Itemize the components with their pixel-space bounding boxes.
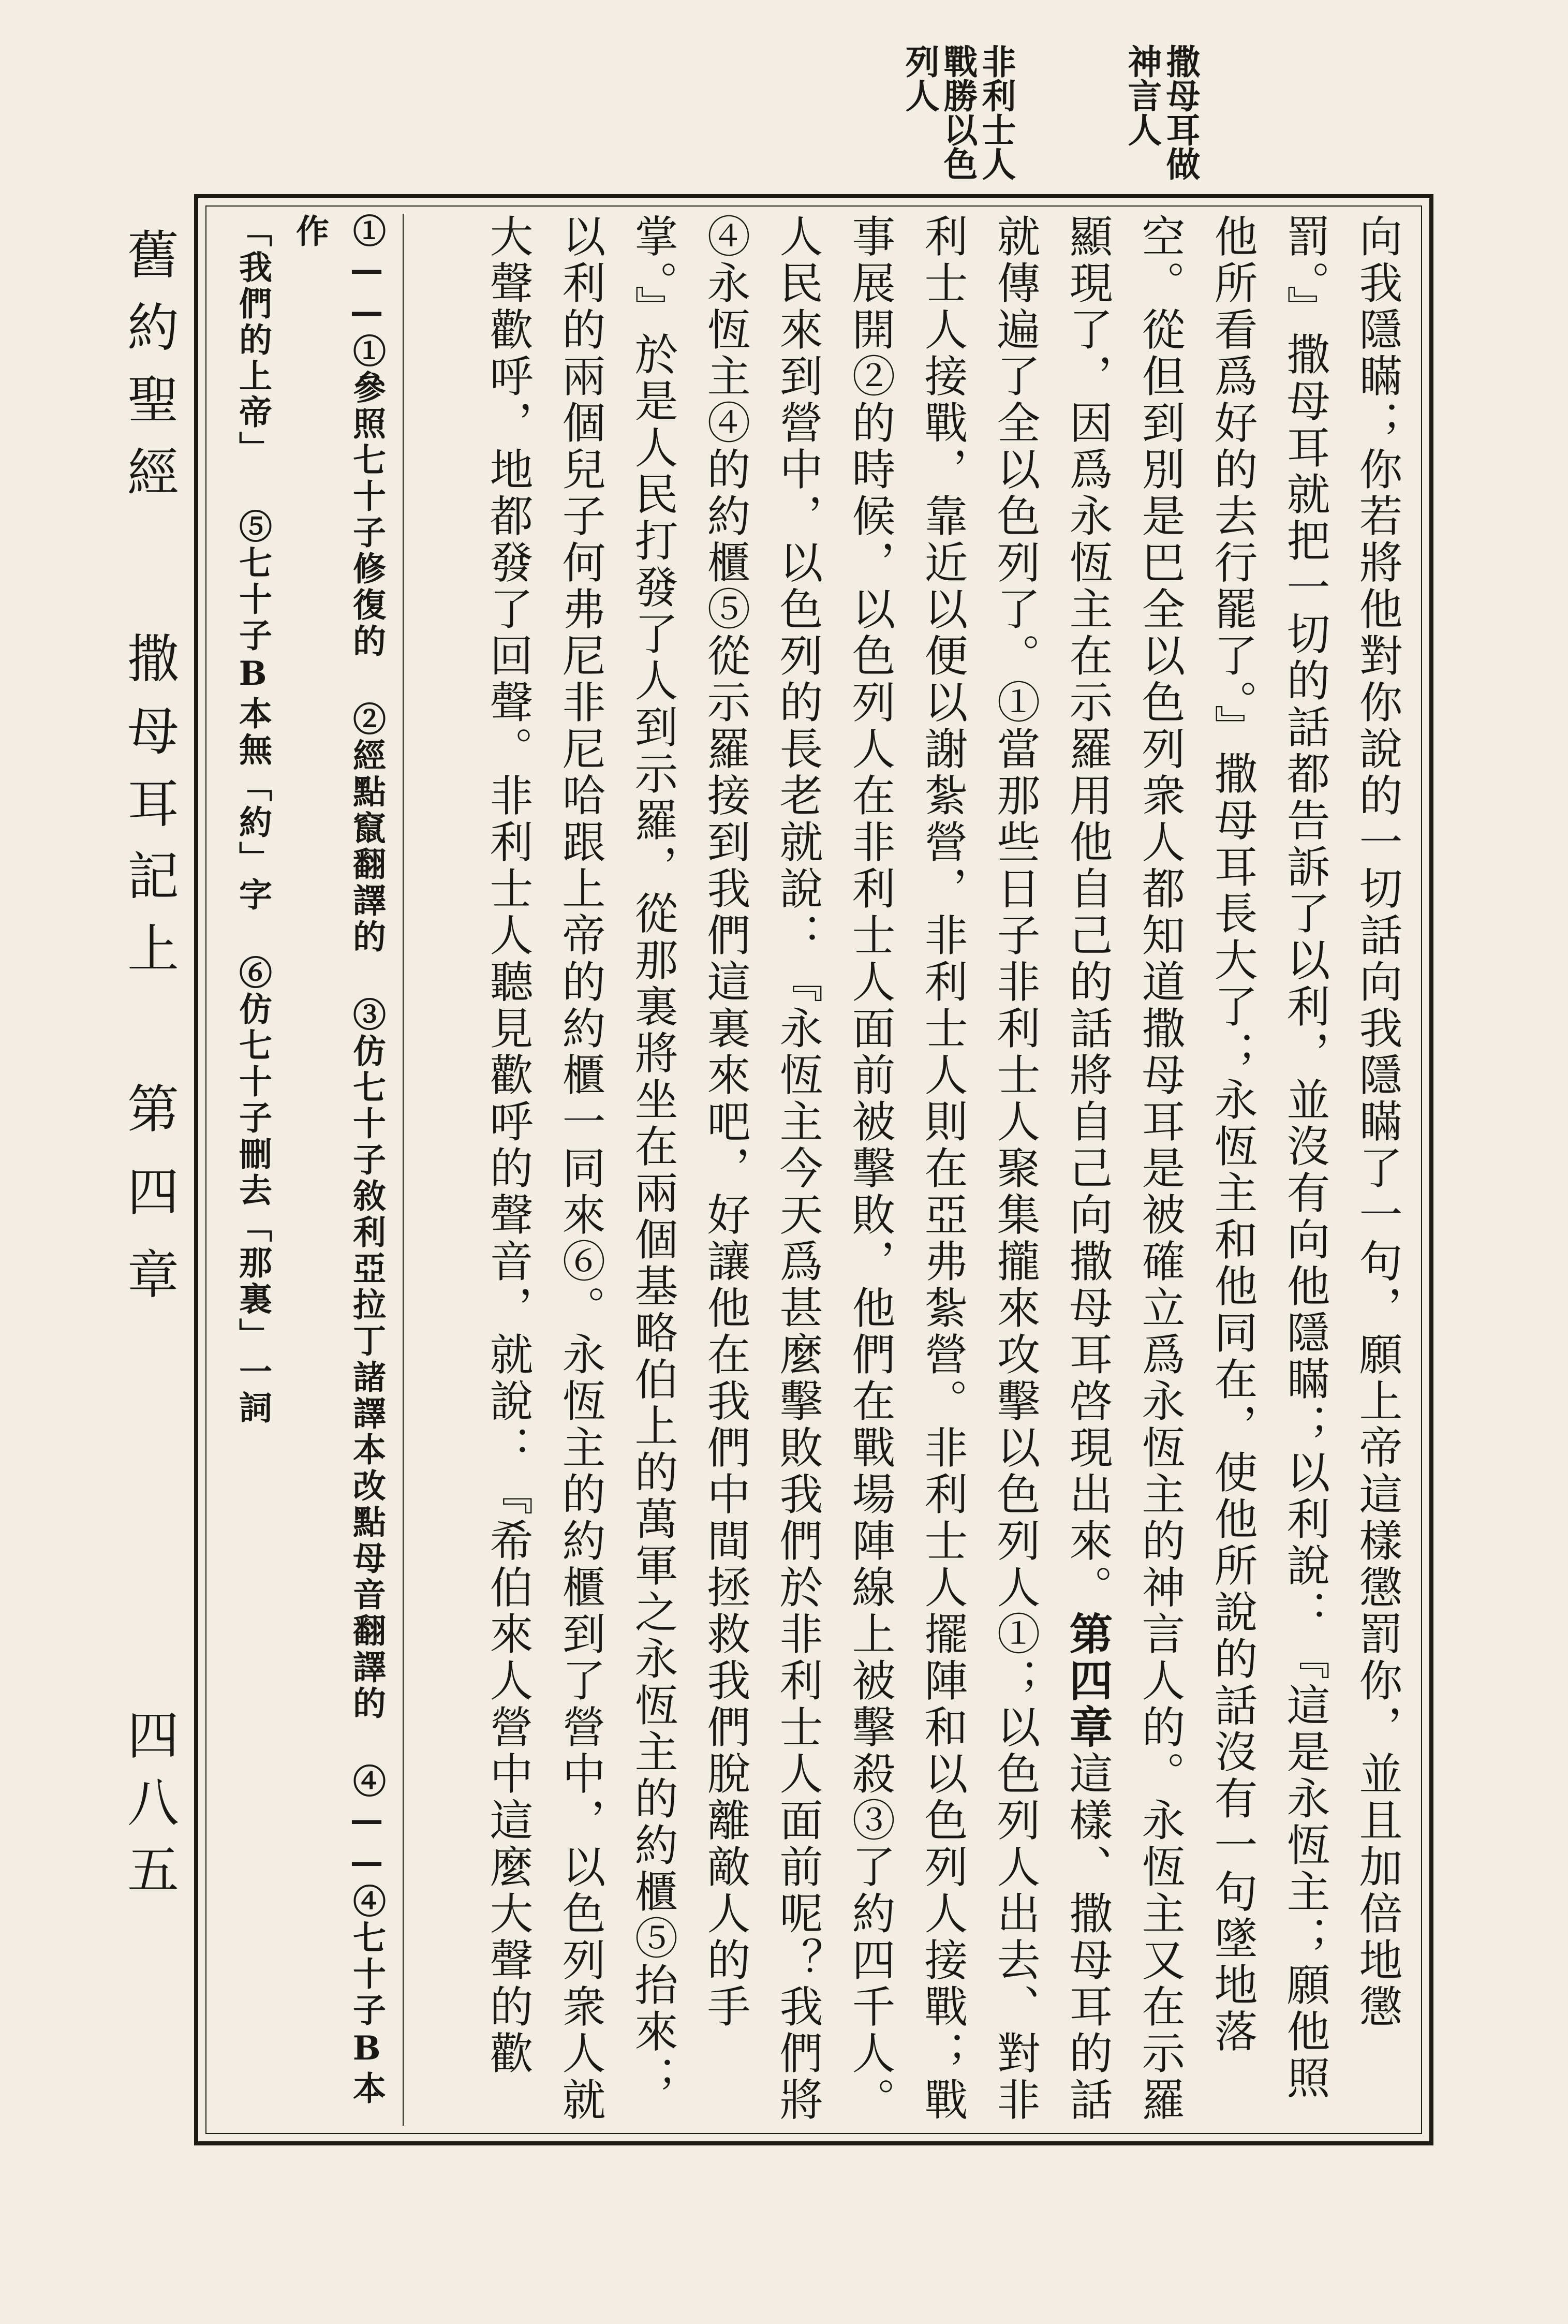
chapter-heading: 第四章 [1062,1611,1114,1751]
running-header-title: 撒母耳記上 [119,631,179,994]
text-frame [194,194,1433,2145]
margin-note: 非利士人戰勝以色列人 [899,44,1016,181]
running-header-book: 舊約聖經 [119,228,179,518]
footnote-line: 「我們的上帝」 ⑤七十子B本無「約」字 ⑥仿七十子刪去「那裏」一詞 [233,214,272,1426]
running-header-chapter: 第四章 [119,1082,179,1330]
page-number: 四八五 [119,1708,179,1910]
footnote-divider [403,214,404,2126]
margin-note: 撒母耳做神言人 [1122,44,1201,181]
footnote-line: ①——①參照七十子修復的 ②經點竄翻譯的 ③仿七十子敘利亞拉丁諸譯本改點母音翻譯的 ④——④七十子B本作 [290,214,386,2107]
footnotes [214,214,395,2126]
body-text-before: 向我隱瞞；你若將他對你說的一切話向我隱瞞了一句，願上帝這樣懲罰你，並且加倍地懲罰。』撒母耳就把一切的話都告訴了以利，並沒有向他隱瞞；以利說：『這是永恆主；願他照他所看爲好的去行罷了。』撒母耳長大了；永恆主和他同在，使他所說的話沒有一句墜地落空。從但到別是巴全以色列衆人都知道撒母耳是被確立爲永恆主的神言人的。永恆主又在示羅顯現了，因爲永恆主在示羅用他自己的話將自己向撒母耳啓現出來。 [1062,214,1403,2124]
body-text-after: 這樣、撒母耳的話就傳遍了全以色列了。①當那些日子非利士人聚集攏來攻擊以色列人①；以色列人出去、對非利士人接戰，靠近以便以謝紮營，非利士人則在亞弗紮營。非利士人擺陣和以色列人接戰；戰事展開②的時候，以色列人在非利士人面前被擊敗，他們在戰場陣線上被擊殺③了約四千人。人民來到營中，以色列的長老就說：『永恆主今天爲甚麼擊敗我們於非利士人面前呢？我們將④永恆主④的約櫃⑤從示羅接到我們這裏來吧，好讓他在我們中間拯救我們脫離敵人的手掌。』於是人民打發了人到示羅，從那裏將坐在兩個基略伯上的萬軍之永恆主的約櫃⑤抬來；以利的兩個兒子何弗尼非尼哈跟上帝的約櫃一同來⑥。永恆主的約櫃到了營中，以色列衆人就大聲歡呼，地都發了回聲。非利士人聽見歡呼的聲音，就說：『希伯來人營中這麼大聲的歡 [483,214,1113,2124]
scripture-body [482,214,1414,2126]
